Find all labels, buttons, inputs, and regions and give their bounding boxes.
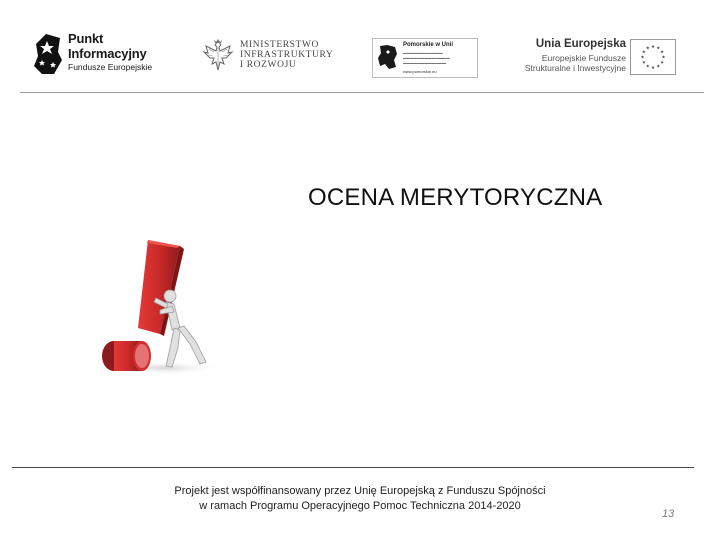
eu-star-icon [642, 60, 645, 63]
star-map-icon [34, 30, 62, 76]
footer-divider [12, 467, 694, 468]
ministerstwo-line3: I ROZWOJU [240, 60, 297, 70]
ue-title: Unia Europejska [535, 38, 626, 50]
eu-star-icon [660, 60, 663, 63]
punkt-line3: Fundusze Europejskie [68, 62, 153, 72]
logo-header [20, 18, 704, 92]
eu-star-icon [646, 46, 649, 49]
punkt-line1: Punkt [68, 31, 104, 46]
eu-star-icon [651, 45, 654, 48]
ministerstwo-line1: MINISTERSTWO [240, 40, 319, 50]
footer-line-2: w ramach Programu Operacyjnego Pomoc Techniczna 2014-2020 [199, 500, 521, 512]
header-divider [20, 92, 704, 93]
footer-line-1: Projekt jest współfinansowany przez Unię Europejską z Funduszu Spójności [174, 485, 546, 497]
eu-star-icon [651, 66, 654, 69]
ue-subtitle-1: Europejskie Fundusze [541, 53, 626, 63]
eu-star-icon [641, 55, 644, 58]
unia-europejska-logo [520, 38, 690, 78]
punkt-line2: Informacyjny [68, 46, 147, 61]
ministerstwo-logo [202, 38, 342, 78]
ministerstwo-wordmark [240, 40, 333, 70]
eu-star-icon [657, 46, 660, 49]
eagle-emblem-icon [202, 38, 234, 74]
pomorskie-map-icon [377, 43, 399, 71]
slide-title: OCENA MERYTORYCZNA [308, 184, 603, 211]
punkt-informacyjny-wordmark [68, 32, 152, 72]
eu-star-icon [662, 55, 665, 58]
ue-subtitle-2: Strukturalne i Inwestycyjne [524, 63, 626, 73]
pomorskie-fine-print: ▬▬▬▬▬▬▬▬▬▬▬ ▬▬▬▬▬▬▬▬▬▬▬▬▬ ▬▬▬▬▬▬▬▬▬▬▬▬ [403, 51, 450, 65]
pomorskie-logo [372, 38, 478, 78]
footer-funding-note [140, 484, 580, 514]
pomorskie-title: Pomorskie w Unii [403, 42, 454, 48]
ue-wordmark [525, 38, 626, 73]
exclamation-figure-illustration [94, 236, 224, 376]
ministerstwo-line2: INFRASTRUKTURY [240, 50, 334, 60]
pomorskie-url: www.pomorskie.eu [403, 69, 437, 74]
eu-flag-icon [630, 39, 676, 75]
page-number: 13 [662, 508, 675, 520]
eu-star-icon [660, 50, 663, 53]
punkt-informacyjny-logo [34, 30, 174, 90]
eu-star-icon [646, 64, 649, 67]
eu-star-icon [657, 64, 660, 67]
eu-star-icon [642, 50, 645, 53]
